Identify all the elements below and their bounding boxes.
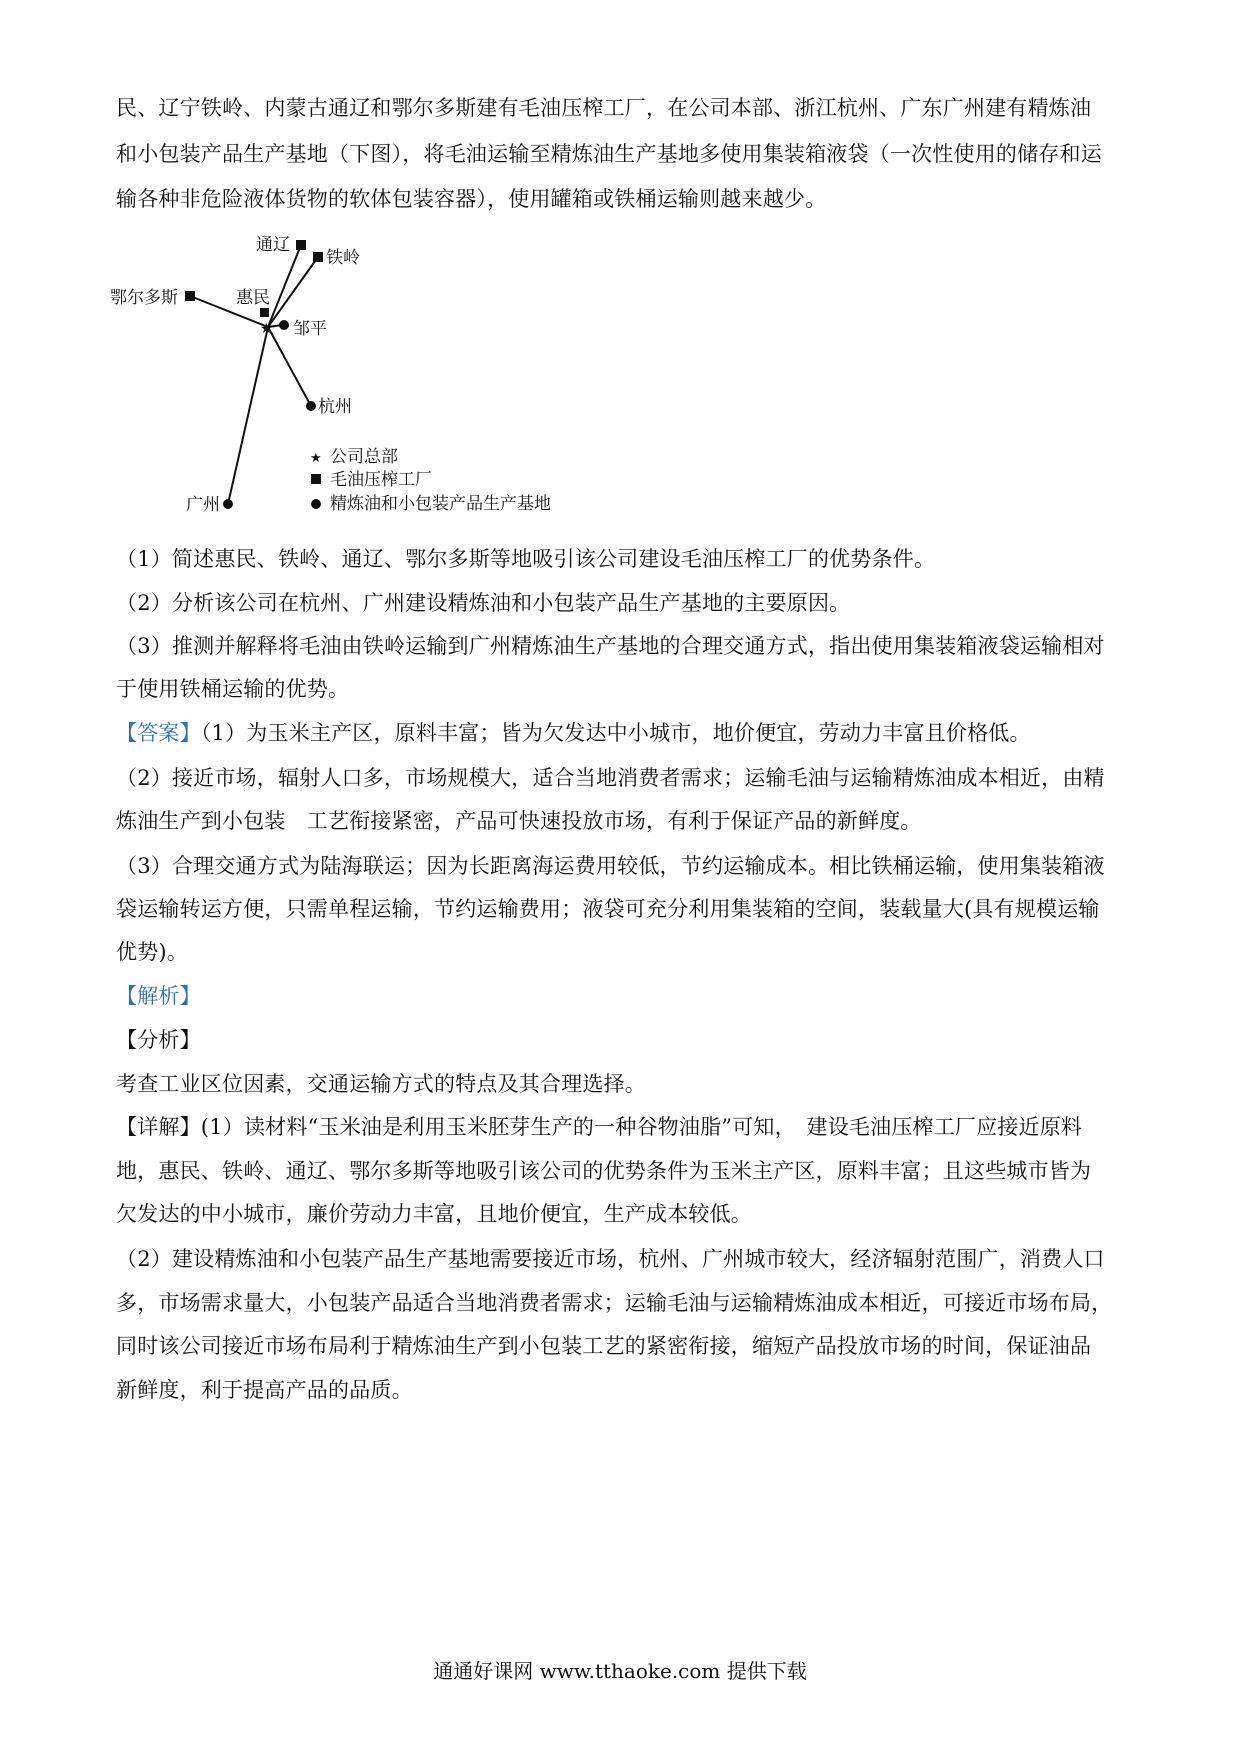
line-to-tongliao	[268, 245, 301, 327]
answer-tag: 【答案】	[116, 721, 201, 745]
intro-line: 输各种非危险液体货物的软体包装容器），使用罐箱或铁桶运输则越来越少。	[116, 187, 827, 211]
intro-line: 和小包装产品生产基地（下图），将毛油运输至精炼油生产基地多使用集装箱液袋（一次性使用的储存和运	[116, 142, 1102, 166]
detail-line: 【详解】(1）读材料“玉米油是利用玉米胚芽生产的一种谷物油脂”可知， 建设毛油压榨工厂应接近原料	[116, 1115, 1083, 1139]
detail-line: 同时该公司接近市场布局利于精炼油生产到小包装工艺的紧密衔接，缩短产品投放市场的时间，保证油品	[116, 1334, 1092, 1358]
analysis-tag: 【解析】	[116, 984, 201, 1008]
eerduosi-factory-marker	[185, 291, 195, 301]
legend-dot-icon	[311, 499, 321, 509]
footer-source: 通通好课网 www.tthaoke.com 提供下载	[433, 1659, 807, 1683]
line-to-guangzhou	[228, 327, 268, 504]
label-tongliao: 通辽	[256, 235, 290, 255]
detail-line: 新鲜度，利于提高产品的品质。	[116, 1378, 413, 1402]
hq-star-icon: ★	[260, 321, 273, 337]
detail-line: （2）建设精炼油和小包装产品生产基地需要接近市场，杭州、广州城市较大，经济辐射范围广，消费人口	[116, 1247, 1105, 1271]
fenxi-text: 考查工业区位因素，交通运输方式的特点及其合理选择。	[116, 1072, 646, 1096]
question-3-cont: 于使用铁桶运输的优势。	[116, 677, 350, 701]
location-diagram	[110, 235, 670, 585]
guangzhou-base-marker	[223, 499, 233, 509]
answer-2-cont: 炼油生产到小包装 工艺衔接紧密，产品可快速投放市场，有利于保证产品的新鲜度。	[116, 809, 922, 833]
answer-3: （3）合理交通方式为陆海联运；因为长距离海运费用较低，节约运输成本。相比铁桶运输，使用集装箱液	[116, 854, 1105, 878]
question-1: （1）简述惠民、铁岭、通辽、鄂尔多斯等地吸引该公司建设毛油压榨工厂的优势条件。	[116, 547, 936, 571]
label-huimin: 惠民	[236, 288, 270, 308]
question-2: （2）分析该公司在杭州、广州建设精炼油和小包装产品生产基地的主要原因。	[116, 591, 851, 615]
detail-line: 地，惠民、铁岭、通辽、鄂尔多斯等地吸引该公司的优势条件为玉米主产区，原料丰富；且这些城市皆为	[116, 1159, 1092, 1183]
label-eerduosi: 鄂尔多斯	[110, 288, 178, 308]
legend-star-icon: ★	[310, 451, 322, 466]
zouping-base-marker	[279, 320, 289, 330]
tongliao-factory-marker	[296, 240, 306, 250]
huimin-factory-marker	[260, 308, 269, 317]
label-hangzhou: 杭州	[318, 397, 352, 417]
legend-hq: 公司总部	[330, 447, 398, 467]
legend-base: 精炼油和小包装产品生产基地	[330, 494, 551, 514]
question-3: （3）推测并解释将毛油由铁岭运输到广州精炼油生产基地的合理交通方式，指出使用集装箱液袋运输相对	[116, 634, 1105, 658]
legend-factory: 毛油压榨工厂	[330, 470, 432, 490]
legend-square-icon	[311, 474, 321, 484]
intro-line: 民、辽宁铁岭、内蒙古通辽和鄂尔多斯建有毛油压榨工厂，在公司本部、浙江杭州、广东广州建有精炼油	[116, 96, 1092, 120]
answer-1	[116, 720, 1136, 746]
label-zouping: 邹平	[293, 319, 327, 339]
answer-3-cont: 袋运输转运方便，只需单程运输，节约运输费用；液袋可充分利用集装箱的空间，装载量大(具有规模运输	[116, 897, 1100, 921]
answer-2: （2）接近市场，辐射人口多，市场规模大，适合当地消费者需求；运输毛油与运输精炼油成本相近，由精	[116, 766, 1105, 790]
answer-3-cont: 优势)。	[116, 940, 188, 964]
label-guangzhou: 广州	[186, 495, 220, 515]
hangzhou-base-marker	[306, 401, 316, 411]
label-tieling: 铁岭	[326, 248, 360, 268]
answer-1-text: （1）为玉米主产区，原料丰富；皆为欠发达中小城市，地价便宜，劳动力丰富且价格低。	[200, 721, 1031, 745]
fenxi-tag: 【分析】	[116, 1028, 201, 1052]
tieling-factory-marker	[313, 252, 323, 262]
detail-line: 欠发达的中小城市，廉价劳动力丰富，且地价便宜，生产成本较低。	[116, 1202, 752, 1226]
detail-line: 多，市场需求量大，小包装产品适合当地消费者需求；运输毛油与运输精炼油成本相近，可接近市场布局，	[116, 1291, 1113, 1315]
